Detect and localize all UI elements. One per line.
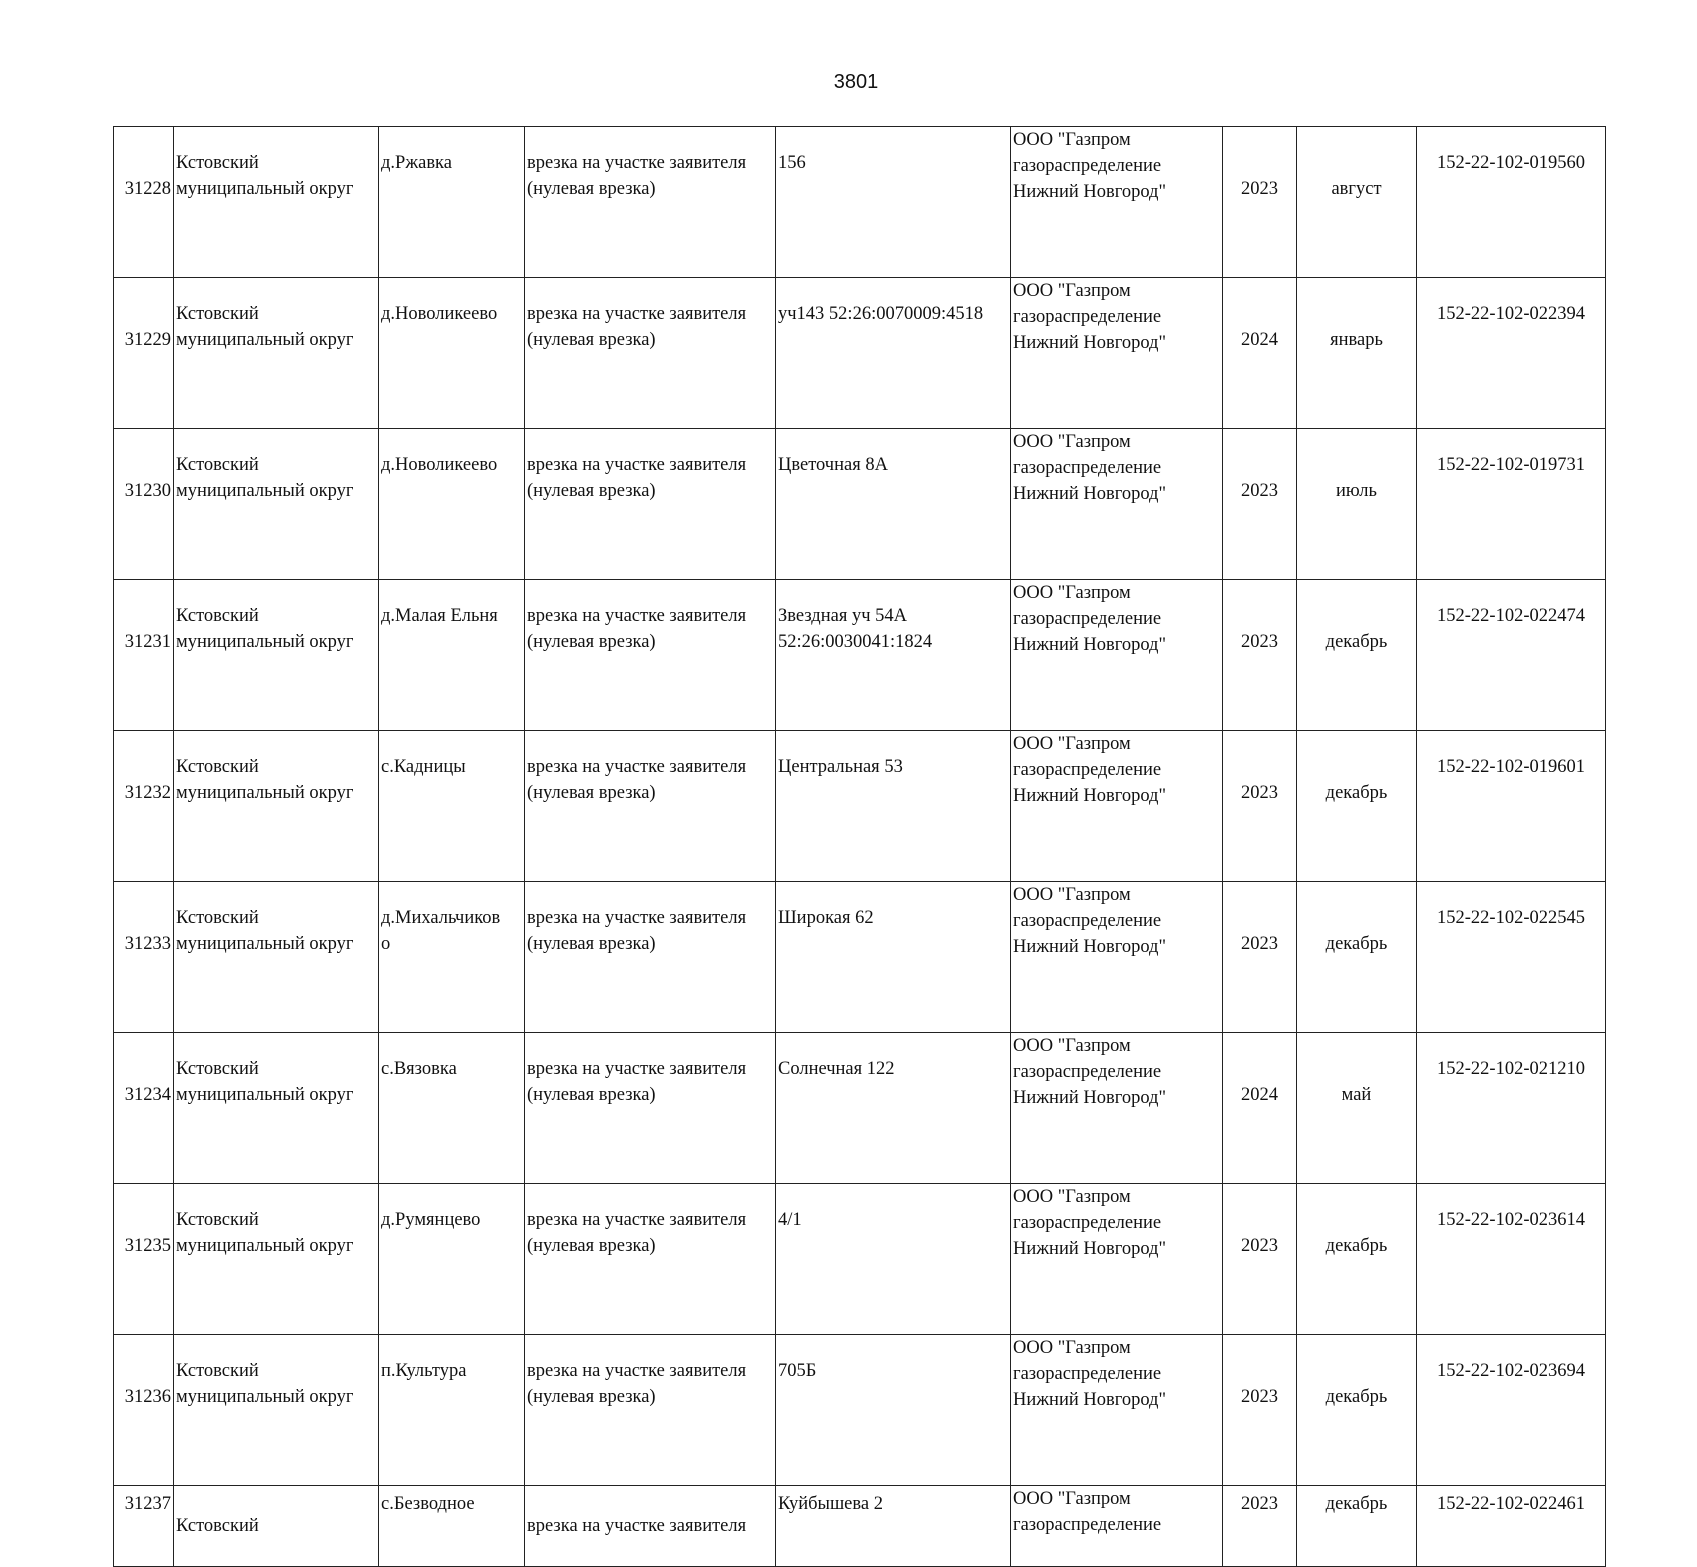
settlement-cell	[379, 1486, 525, 1567]
organization-cell-line: Нижний Новгород"	[1013, 484, 1167, 504]
code-cell: 152-22-102-023694	[1417, 1335, 1606, 1486]
organization-cell-line: газораспределение	[1013, 760, 1162, 780]
connection-type-cell-line: (нулевая врезка)	[527, 1387, 656, 1407]
district-cell-line: муниципальный округ	[176, 632, 354, 652]
district-cell-line: муниципальный округ	[176, 1085, 354, 1105]
organization-cell-line: газораспределение	[1013, 307, 1162, 327]
organization-cell-line: ООО "Газпром	[1013, 1489, 1131, 1509]
settlement-cell	[379, 731, 525, 882]
row-number: 31233	[114, 882, 174, 1033]
connection-type-cell-line: (нулевая врезка)	[527, 179, 656, 199]
address-cell-line: Широкая 62	[778, 908, 874, 928]
address-cell	[776, 1486, 1011, 1567]
district-cell-line: Кстовский	[176, 1361, 259, 1381]
settlement-cell	[379, 127, 525, 278]
connection-type-cell-line: (нулевая врезка)	[527, 1236, 656, 1256]
district-cell-line: Кстовский	[176, 1210, 259, 1230]
district-cell	[174, 1486, 379, 1567]
address-cell	[776, 882, 1011, 1033]
connection-type-cell-line: врезка на участке заявителя	[527, 1210, 747, 1230]
table-row	[114, 1486, 1606, 1567]
settlement-cell	[379, 429, 525, 580]
month-cell: июль	[1297, 429, 1417, 580]
organization-cell-line: Нижний Новгород"	[1013, 635, 1167, 655]
month-cell: декабрь	[1297, 882, 1417, 1033]
settlement-cell	[379, 580, 525, 731]
month-cell: август	[1297, 127, 1417, 278]
district-cell	[174, 731, 379, 882]
organization-cell-line: Нижний Новгород"	[1013, 182, 1167, 202]
month-cell: май	[1297, 1033, 1417, 1184]
district-cell	[174, 882, 379, 1033]
code-cell: 152-22-102-019560	[1417, 127, 1606, 278]
organization-cell-line: Нижний Новгород"	[1013, 1390, 1167, 1410]
year-cell: 2024	[1223, 1033, 1297, 1184]
month-cell: декабрь	[1297, 1486, 1417, 1567]
connection-type-cell-line: врезка на участке заявителя	[527, 757, 747, 777]
code-cell: 152-22-102-022474	[1417, 580, 1606, 731]
organization-cell	[1011, 1033, 1223, 1184]
organization-cell	[1011, 580, 1223, 731]
district-cell-line: Кстовский	[176, 455, 259, 475]
connection-type-cell-line: (нулевая врезка)	[527, 783, 656, 803]
connection-type-cell-line: врезка на участке заявителя	[527, 1059, 747, 1079]
page-number: 3801	[833, 71, 879, 93]
address-cell	[776, 1184, 1011, 1335]
table-row	[114, 731, 1606, 882]
table-row	[114, 580, 1606, 731]
organization-cell-line: газораспределение	[1013, 1515, 1162, 1535]
row-number: 31232	[114, 731, 174, 882]
connection-type-cell	[525, 429, 776, 580]
district-cell-line: муниципальный округ	[176, 330, 354, 350]
organization-cell	[1011, 127, 1223, 278]
row-number: 31230	[114, 429, 174, 580]
district-cell-line: муниципальный округ	[176, 1387, 354, 1407]
organization-cell	[1011, 1486, 1223, 1567]
connection-type-cell-line: врезка на участке заявителя	[527, 153, 747, 173]
connection-type-cell-line: врезка на участке заявителя	[527, 908, 747, 928]
month-cell: декабрь	[1297, 580, 1417, 731]
organization-cell-line: ООО "Газпром	[1013, 885, 1131, 905]
settlement-cell	[379, 1033, 525, 1184]
organization-cell-line: газораспределение	[1013, 156, 1162, 176]
organization-cell-line: Нижний Новгород"	[1013, 937, 1167, 957]
address-cell	[776, 1033, 1011, 1184]
code-cell: 152-22-102-022394	[1417, 278, 1606, 429]
settlement-cell	[379, 1335, 525, 1486]
table-row	[114, 1033, 1606, 1184]
organization-cell-line: Нижний Новгород"	[1013, 786, 1167, 806]
address-cell	[776, 278, 1011, 429]
code-cell: 152-22-102-019601	[1417, 731, 1606, 882]
district-cell-line: Кстовский	[176, 757, 259, 777]
month-cell: январь	[1297, 278, 1417, 429]
connection-type-cell-line: (нулевая врезка)	[527, 1085, 656, 1105]
organization-cell-line: ООО "Газпром	[1013, 1338, 1131, 1358]
address-cell-line: 4/1	[778, 1210, 802, 1230]
district-cell	[174, 278, 379, 429]
organization-cell-line: ООО "Газпром	[1013, 432, 1131, 452]
register-table	[113, 126, 1606, 1567]
settlement-cell-line: д.Михальчиков	[381, 908, 501, 928]
organization-cell-line: Нижний Новгород"	[1013, 1239, 1167, 1259]
connection-type-cell	[525, 882, 776, 1033]
connection-type-cell-line: врезка на участке заявителя	[527, 1361, 747, 1381]
code-cell: 152-22-102-022461	[1417, 1486, 1606, 1567]
district-cell-line: Кстовский	[176, 1059, 259, 1079]
organization-cell	[1011, 731, 1223, 882]
settlement-cell-line: д.Новоликеево	[381, 455, 498, 475]
row-number: 31236	[114, 1335, 174, 1486]
address-cell	[776, 1335, 1011, 1486]
organization-cell-line: газораспределение	[1013, 1364, 1162, 1384]
table-row	[114, 1335, 1606, 1486]
address-cell	[776, 580, 1011, 731]
district-cell-line: Кстовский	[176, 908, 259, 928]
year-cell: 2023	[1223, 127, 1297, 278]
connection-type-cell-line: врезка на участке заявителя	[527, 455, 747, 475]
settlement-cell	[379, 882, 525, 1033]
month-cell: декабрь	[1297, 731, 1417, 882]
district-cell-line: муниципальный округ	[176, 1236, 354, 1256]
district-cell-line: муниципальный округ	[176, 783, 354, 803]
organization-cell-line: ООО "Газпром	[1013, 1036, 1131, 1056]
organization-cell-line: газораспределение	[1013, 609, 1162, 629]
organization-cell-line: газораспределение	[1013, 1213, 1162, 1233]
district-cell	[174, 1033, 379, 1184]
settlement-cell-line: д.Румянцево	[381, 1210, 481, 1230]
organization-cell-line: Нижний Новгород"	[1013, 333, 1167, 353]
address-cell	[776, 127, 1011, 278]
year-cell: 2024	[1223, 278, 1297, 429]
month-cell: декабрь	[1297, 1335, 1417, 1486]
address-cell-line: Центральная 53	[778, 757, 903, 777]
district-cell-line: Кстовский	[176, 1516, 259, 1536]
organization-cell-line: ООО "Газпром	[1013, 1187, 1131, 1207]
connection-type-cell	[525, 1033, 776, 1184]
connection-type-cell	[525, 1335, 776, 1486]
address-cell-line: Цветочная 8А	[778, 455, 888, 475]
year-cell: 2023	[1223, 580, 1297, 731]
organization-cell-line: ООО "Газпром	[1013, 130, 1131, 150]
row-number: 31228	[114, 127, 174, 278]
organization-cell	[1011, 278, 1223, 429]
organization-cell	[1011, 1184, 1223, 1335]
organization-cell	[1011, 429, 1223, 580]
table-row	[114, 429, 1606, 580]
table-row	[114, 127, 1606, 278]
code-cell: 152-22-102-019731	[1417, 429, 1606, 580]
address-cell-line: Солнечная 122	[778, 1059, 895, 1079]
year-cell: 2023	[1223, 1486, 1297, 1567]
connection-type-cell-line: (нулевая врезка)	[527, 330, 656, 350]
connection-type-cell-line: врезка на участке заявителя	[527, 606, 747, 626]
row-number: 31235	[114, 1184, 174, 1335]
month-cell: декабрь	[1297, 1184, 1417, 1335]
district-cell	[174, 1335, 379, 1486]
code-cell: 152-22-102-023614	[1417, 1184, 1606, 1335]
district-cell-line: Кстовский	[176, 304, 259, 324]
address-cell	[776, 429, 1011, 580]
row-number: 31237	[114, 1486, 174, 1567]
organization-cell-line: ООО "Газпром	[1013, 583, 1131, 603]
organization-cell-line: газораспределение	[1013, 911, 1162, 931]
connection-type-cell	[525, 1486, 776, 1567]
settlement-cell-line: д.Новоликеево	[381, 304, 498, 324]
code-cell: 152-22-102-021210	[1417, 1033, 1606, 1184]
organization-cell	[1011, 882, 1223, 1033]
table-row	[114, 278, 1606, 429]
settlement-cell	[379, 278, 525, 429]
settlement-cell-line: о	[381, 934, 391, 954]
table-row	[114, 882, 1606, 1033]
district-cell	[174, 127, 379, 278]
row-number: 31229	[114, 278, 174, 429]
connection-type-cell-line: врезка на участке заявителя	[527, 304, 747, 324]
settlement-cell-line: с.Кадницы	[381, 757, 466, 777]
address-cell-line: уч143 52:26:0070009:4518	[778, 304, 984, 324]
district-cell-line: Кстовский	[176, 606, 259, 626]
code-cell: 152-22-102-022545	[1417, 882, 1606, 1033]
connection-type-cell	[525, 278, 776, 429]
address-cell	[776, 731, 1011, 882]
settlement-cell	[379, 1184, 525, 1335]
address-cell-line: Куйбышева 2	[778, 1494, 883, 1514]
connection-type-cell-line: (нулевая врезка)	[527, 481, 656, 501]
connection-type-cell	[525, 731, 776, 882]
connection-type-cell-line: врезка на участке заявителя	[527, 1516, 747, 1536]
connection-type-cell	[525, 1184, 776, 1335]
organization-cell-line: газораспределение	[1013, 458, 1162, 478]
organization-cell	[1011, 1335, 1223, 1486]
organization-cell-line: ООО "Газпром	[1013, 734, 1131, 754]
address-cell-line: Звездная уч 54А	[778, 606, 908, 626]
district-cell	[174, 429, 379, 580]
settlement-cell-line: п.Культура	[381, 1361, 467, 1381]
year-cell: 2023	[1223, 1335, 1297, 1486]
row-number: 31234	[114, 1033, 174, 1184]
organization-cell-line: газораспределение	[1013, 1062, 1162, 1082]
organization-cell-line: ООО "Газпром	[1013, 281, 1131, 301]
district-cell-line: Кстовский	[176, 153, 259, 173]
connection-type-cell-line: (нулевая врезка)	[527, 632, 656, 652]
district-cell-line: муниципальный округ	[176, 481, 354, 501]
address-cell-line: 52:26:0030041:1824	[778, 632, 933, 652]
table-row	[114, 1184, 1606, 1335]
year-cell: 2023	[1223, 429, 1297, 580]
settlement-cell-line: с.Безводное	[381, 1494, 475, 1514]
connection-type-cell	[525, 127, 776, 278]
district-cell	[174, 580, 379, 731]
address-cell-line: 705Б	[778, 1361, 817, 1381]
row-number: 31231	[114, 580, 174, 731]
district-cell-line: муниципальный округ	[176, 179, 354, 199]
settlement-cell-line: д.Ржавка	[381, 153, 452, 173]
district-cell	[174, 1184, 379, 1335]
connection-type-cell	[525, 580, 776, 731]
year-cell: 2023	[1223, 882, 1297, 1033]
district-cell-line: муниципальный округ	[176, 934, 354, 954]
organization-cell-line: Нижний Новгород"	[1013, 1088, 1167, 1108]
year-cell: 2023	[1223, 1184, 1297, 1335]
address-cell-line: 156	[778, 153, 806, 173]
year-cell: 2023	[1223, 731, 1297, 882]
connection-type-cell-line: (нулевая врезка)	[527, 934, 656, 954]
settlement-cell-line: д.Малая Ельня	[381, 606, 498, 626]
settlement-cell-line: с.Вязовка	[381, 1059, 457, 1079]
